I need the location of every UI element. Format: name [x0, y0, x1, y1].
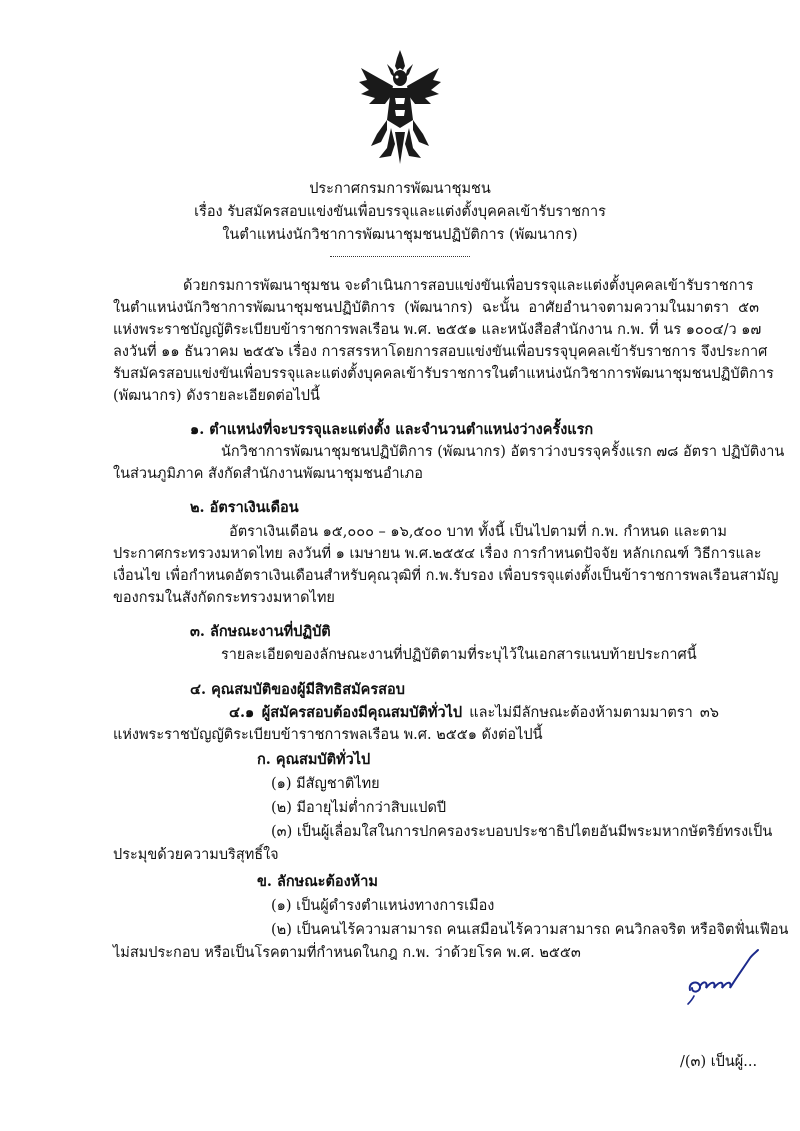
- intro-line: รับสมัครสอบแข่งขันเพื่อบรรจุและแต่งตั้งบุคคลเข้ารับราชการในตำแหน่งนักวิชาการพัฒนาชุมชนปฏิบัติการ: [113, 366, 774, 382]
- section-4-1-text: และไม่มีลักษณะต้องห้ามตามมาตรา ๓๖: [462, 705, 719, 721]
- section-1-text: ในส่วนภูมิภาค สังกัดสำนักงานพัฒนาชุมชนอำเภอ: [113, 466, 423, 482]
- section-2-text: ของกรมในสังกัดกระทรวงมหาดไทย: [113, 590, 335, 606]
- intro-line: ในตำแหน่งนักวิชาการพัฒนาชุมชนปฏิบัติการ (พัฒนากร) ฉะนั้น อาศัยอำนาจตามความในมาตรา ๕๓: [113, 300, 759, 316]
- intro-line: แห่งพระราชบัญญัติระเบียบข้าราชการพลเรือน พ.ศ. ๒๕๕๑ และหนังสือสำนักงาน ก.พ. ที่ นร ๑๐๐๔/ว ๑๗: [113, 322, 762, 338]
- prohibition-item: (๑) เป็นผู้ดำรงตำแหน่งทางการเมือง: [271, 898, 495, 914]
- qualification-item: (๒) มีอายุไม่ต่ำกว่าสิบแปดปี: [271, 800, 447, 816]
- section-4-heading: ๔. คุณสมบัติของผู้มีสิทธิสมัครสอบ: [190, 681, 405, 698]
- qualification-item: (๑) มีสัญชาติไทย: [271, 776, 380, 792]
- intro-line: ลงวันที่ ๑๑ ธันวาคม ๒๕๕๖ เรื่อง การสรรหาโดยการสอบแข่งขันเพื่อบรรจุบุคคลเข้ารับราชการ จึงประกาศ: [113, 344, 768, 360]
- section-3-text: รายละเอียดของลักษณะงานที่ปฏิบัติตามที่ระบุไว้ในเอกสารแนบท้ายประกาศนี้: [221, 647, 697, 663]
- document-title: ประกาศกรมการพัฒนาชุมชน: [309, 181, 491, 197]
- section-2-text: ประกาศกระทรวงมหาดไทย ลงวันที่ ๑ เมษายน พ.ศ.๒๕๕๔ เรื่อง การกำหนดปัจจัย หลักเกณฑ์ วิธีการและ: [113, 546, 762, 562]
- qualification-item: (๓) เป็นผู้เลื่อมใสในการปกครองระบอบประชาธิปไตยอันมีพระมหากษัตริย์ทรงเป็น: [271, 824, 773, 840]
- signature-initials: [686, 946, 766, 1006]
- section-4-1-text: แห่งพระราชบัญญัติระเบียบข้าราชการพลเรือน พ.ศ. ๒๕๕๑ ดังต่อไปนี้: [113, 727, 543, 743]
- section-4-1-heading: ๔.๑ ผู้สมัครสอบต้องมีคุณสมบัติทั่วไป: [229, 704, 463, 721]
- document-subject: เรื่อง รับสมัครสอบแข่งขันเพื่อบรรจุและแต่งตั้งบุคคลเข้ารับราชการ: [194, 204, 606, 220]
- prohibition-item-continued: ไม่สมประกอบ หรือเป็นโรคตามที่กำหนดในกฎ ก.พ. ว่าด้วยโรค พ.ศ. ๒๕๕๓: [113, 945, 581, 961]
- intro-line: (พัฒนากร) ดังรายละเอียดต่อไปนี้: [113, 388, 320, 404]
- section-4-1-line: [229, 703, 719, 723]
- section-2-text: อัตราเงินเดือน ๑๕,๐๐๐ – ๑๖,๕๐๐ บาท ทั้งนี้ เป็นไปตามที่ ก.พ. กำหนด และตาม: [229, 524, 727, 540]
- section-3-heading: ๓. ลักษณะงานที่ปฏิบัติ: [190, 623, 331, 640]
- intro-line: ด้วยกรมการพัฒนาชุมชน จะดำเนินการสอบแข่งขันเพื่อบรรจุและแต่งตั้งบุคคลเข้ารับราชการ: [183, 278, 754, 294]
- prohibition-item: (๒) เป็นคนไร้ความสามารถ คนเสมือนไร้ความสามารถ คนวิกลจริต หรือจิตฟั่นเฟือน: [271, 922, 789, 938]
- section-2-heading: ๒. อัตราเงินเดือน: [190, 499, 299, 516]
- qualification-item-continued: ประมุขด้วยความบริสุทธิ์ใจ: [113, 847, 279, 863]
- dotted-separator: [330, 256, 470, 257]
- document-subject-position: ในตำแหน่งนักวิชาการพัฒนาชุมชนปฏิบัติการ (พัฒนากร): [222, 227, 578, 243]
- page-continuation: /(๓) เป็นผู้...: [680, 1054, 758, 1070]
- section-1-heading: ๑. ตำแหน่งที่จะบรรจุและแต่งตั้ง และจำนวนตำแหน่งว่างครั้งแรก: [190, 421, 594, 438]
- subsection-b-heading: ข. ลักษณะต้องห้าม: [257, 873, 378, 890]
- section-1-text: นักวิชาการพัฒนาชุมชนปฏิบัติการ (พัฒนากร) อัตราว่างบรรจุครั้งแรก ๗๘ อัตรา ปฏิบัติงาน: [221, 444, 785, 460]
- subsection-a-heading: ก. คุณสมบัติทั่วไป: [257, 751, 371, 768]
- garuda-emblem-icon: [357, 48, 443, 166]
- section-2-text: เงื่อนไข เพื่อกำหนดอัตราเงินเดือนสำหรับคุณวุฒิที่ ก.พ.รับรอง เพื่อบรรจุแต่งตั้งเป็นข้าราชการพลเรือนสามัญ: [113, 568, 779, 584]
